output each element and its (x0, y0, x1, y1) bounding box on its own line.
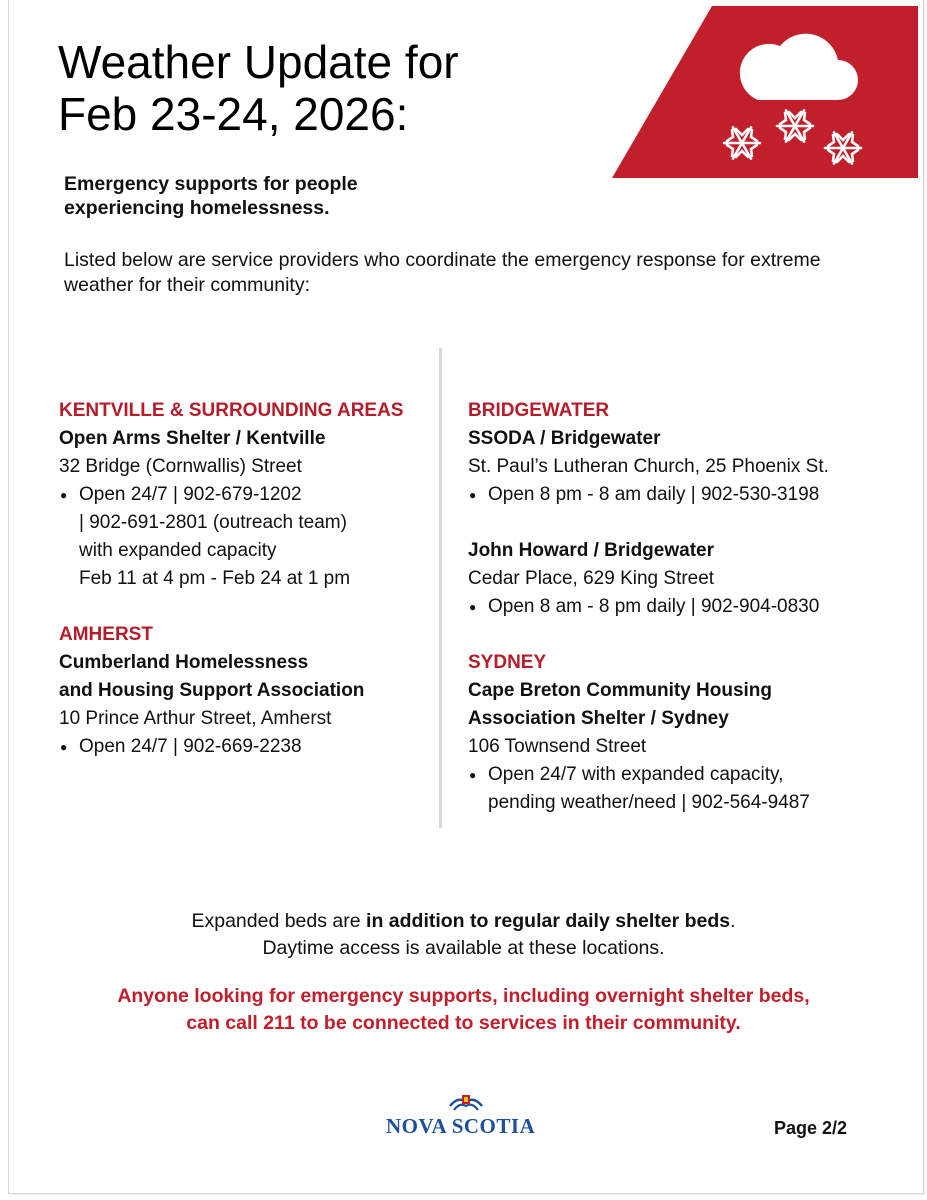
detail-line: Open 24/7 | 902-669-2238 (79, 736, 302, 757)
bullet-icon: ● (469, 600, 477, 614)
bullet-icon: ● (469, 488, 477, 502)
shelter-name: John Howard / Bridgewater (468, 540, 714, 561)
footer-note-line-2: Daytime access is available at these locations. (262, 937, 665, 959)
shelter-address: 10 Prince Arthur Street, Amherst (59, 708, 332, 729)
right-column (468, 397, 908, 845)
shelter-entry (468, 537, 908, 621)
shelter-details (468, 481, 908, 509)
detail-line: Open 8 am - 8 pm daily | 902-904-0830 (488, 596, 820, 617)
footer-note-line-1 (0, 908, 927, 935)
shelter-name: Cape Breton Community Housing (468, 680, 773, 701)
shelter-name: Open Arms Shelter / Kentville (59, 428, 326, 449)
footer-note-post: . (730, 910, 736, 932)
intro-heading (64, 172, 358, 220)
detail-line: pending weather/need | 902-564-9487 (488, 792, 810, 813)
title-line-2: Feb 23-24, 2026: (58, 88, 409, 140)
footer-note-pre: Expanded beds are (191, 910, 367, 932)
detail-line: Open 24/7 | 902-679-1202 (79, 484, 302, 505)
page-number: Page 2/2 (774, 1118, 848, 1138)
call-211-notice (0, 983, 927, 1037)
region-heading: SYDNEY (468, 652, 547, 673)
detail-line: with expanded capacity (79, 540, 277, 561)
bullet-icon: ● (469, 768, 477, 782)
shelter-details (468, 761, 908, 817)
nova-scotia-flag-icon (446, 1092, 486, 1116)
weather-banner (612, 6, 918, 178)
column-divider (439, 348, 442, 828)
shelter-name: Association Shelter / Sydney (468, 708, 729, 729)
nova-scotia-wordmark: NOVA SCOTIA (386, 1114, 536, 1138)
region-heading: KENTVILLE & SURROUNDING AREAS (59, 400, 404, 421)
detail-line: Feb 11 at 4 pm - Feb 24 at 1 pm (79, 568, 351, 589)
shelter-entry (468, 397, 908, 509)
shelter-address: St. Paul’s Lutheran Church, 25 Phoenix St. (468, 456, 829, 477)
region-heading: AMHERST (59, 624, 153, 645)
detail-line: Open 8 pm - 8 am daily | 902-530-3198 (488, 484, 820, 505)
shelter-entry (468, 649, 908, 817)
shelter-details (59, 733, 429, 761)
shelter-name: SSODA / Bridgewater (468, 428, 661, 449)
shelter-address: 106 Townsend Street (468, 736, 647, 757)
shelter-name: and Housing Support Association (59, 680, 365, 701)
call-211-line-1: Anyone looking for emergency supports, including overnight shelter beds, (117, 985, 810, 1007)
bullet-icon: ● (60, 488, 68, 502)
bullet-icon: ● (60, 740, 68, 754)
intro-paragraph: Listed below are service providers who coordinate the emergency response for extreme weather for their community: (64, 249, 821, 296)
page-title (58, 36, 459, 140)
left-column (59, 397, 429, 789)
shelter-name: Cumberland Homelessness (59, 652, 309, 673)
shelter-details (59, 481, 429, 593)
call-211-line-2: can call 211 to be connected to services in their community. (186, 1012, 741, 1034)
intro-heading-line-2: experiencing homelessness. (64, 197, 330, 219)
intro-heading-line-1: Emergency supports for people (64, 173, 358, 195)
shelter-entry (59, 621, 429, 761)
shelter-entry (59, 397, 429, 593)
shelter-address: 32 Bridge (Cornwallis) Street (59, 456, 302, 477)
detail-line: | 902-691-2801 (outreach team) (79, 512, 347, 533)
shelter-details (468, 593, 908, 621)
title-line-1: Weather Update for (58, 36, 459, 88)
detail-line: Open 24/7 with expanded capacity, (488, 764, 784, 785)
region-heading: BRIDGEWATER (468, 400, 610, 421)
shelter-address: Cedar Place, 629 King Street (468, 568, 715, 589)
footer-note-bold: in addition to regular daily shelter beds (366, 910, 731, 932)
footer-note (0, 908, 927, 962)
nova-scotia-logo (386, 1092, 546, 1140)
